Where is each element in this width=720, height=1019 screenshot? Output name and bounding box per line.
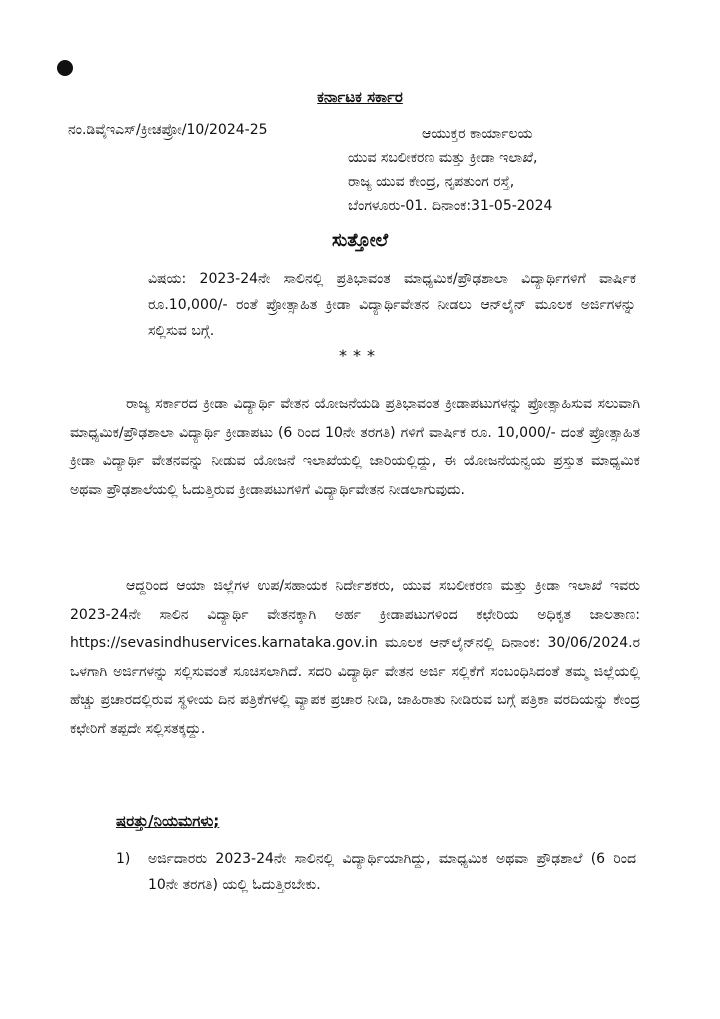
paragraph-text: ಆದ್ದರಿಂದ ಆಯಾ ಜಿಲ್ಲೆಗಳ ಉಪ/ಸಹಾಯಕ ನಿರ್ದೇಶಕರು, ಯುವ ಸಬಲೀಕರಣ ಮತ್ತು ಕ್ರೀಡಾ ಇಲಾಖೆ ಇವರು 2023-24ನೇ ಸಾಲಿನ ವಿದ್ಯಾರ್ಥಿ ವೇತನಕ್ಕಾಗಿ ಅರ್ಹ ಕ್ರೀಡಾಪಟುಗಳಿಂದ ಕಛೇರಿಯ ಅಧಿಕೃತ ಜಾಲತಾಣ: <box>70 578 640 623</box>
office-line-date: ಬೆಂಗಳೂರು-01. ದಿನಾಂಕ:31-05-2024 <box>348 198 553 214</box>
bullet-dot <box>57 60 73 76</box>
condition-number: 1) <box>116 851 131 867</box>
body-paragraph-1: ರಾಜ್ಯ ಸರ್ಕಾರದ ಕ್ರೀಡಾ ವಿದ್ಯಾರ್ಥಿ ವೇತನ ಯೋಜನೆಯಡಿ ಪ್ರತಿಭಾವಂತ ಕ್ರೀಡಾಪಟುಗಳನ್ನು ಪ್ರೋತ್ಸಾಹಿಸುವ ಸಲುವಾಗಿ ಮಾಧ್ಯಮಿಕ/ಪ್ರೌಢಶಾಲಾ ವಿದ್ಯಾರ್ಥಿ ಕ್ರೀಡಾಪಟು (6 ರಿಂದ 10ನೇ ತರಗತಿ) ಗಳಿಗೆ ವಾರ್ಷಿಕ ರೂ. 10,000/- ದಂತೆ ಪ್ರೋತ್ಸಾಹಿತ ಕ್ರೀಡಾ ವಿದ್ಯಾರ್ಥಿ ವೇತನವನ್ನು ನೀಡುವ ಯೋಜನೆ ಇಲಾಖೆಯಲ್ಲಿ ಜಾರಿಯಲ್ಲಿದ್ದು, ಈ ಯೋಜನೆಯನ್ವಯ ಪ್ರಸ್ತುತ ಮಾಧ್ಯಮಿಕ ಅಥವಾ ಪ್ರೌಢಶಾಲೆಯಲ್ಲಿ ಓದುತ್ತಿರುವ ಕ್ರೀಡಾಪಟುಗಳಿಗೆ ವಿದ್ಯಾರ್ಥಿವೇತನ ನೀಡಲಾಗುವುದು. <box>70 396 640 498</box>
paragraph-text: ಮೂಲಕ ಆನ್‌ಲೈನ್‌ನಲ್ಲಿ ದಿನಾಂಕ: 30/06/2024.ರ ಒಳಗಾಗಿ ಅರ್ಜಿಗಳನ್ನು ಸಲ್ಲಿಸುವಂತೆ ಸೂಚಿಸಲಾಗಿದೆ. ಸದರಿ ವಿದ್ಯಾರ್ಥಿ ವೇತನ ಅರ್ಜಿ ಸಲ್ಲಿಕೆಗೆ ಸಂಬಂಧಿಸಿದಂತೆ ತಮ್ಮ ಜಿಲ್ಲೆಯಲ್ಲಿ ಹೆಚ್ಚು ಪ್ರಚಾರದಲ್ಲಿರುವ ಸ್ಥಳೀಯ ದಿನ ಪತ್ರಿಕೆಗಳಲ್ಲಿ ವ್ಯಾಪಕ ಪ್ರಚಾರ ನೀಡಿ, ಜಾಹಿರಾತು ನೀಡಿರುವ ಬಗ್ಗೆ ಪತ್ರಿಕಾ ವರದಿಯನ್ನು ಕೇಂದ್ರ ಕಛೇರಿಗೆ ತಪ್ಪದೇ ಸಲ್ಲಿಸತಕ್ಕದ್ದು. <box>70 635 640 737</box>
website-link[interactable]: https://sevasindhuservices.karnataka.gov.in <box>70 635 378 652</box>
government-heading <box>0 88 720 106</box>
subject-label: ವಿಷಯ: <box>148 271 187 287</box>
subject-text: 2023-24ನೇ ಸಾಲಿನಲ್ಲಿ ಪ್ರತಿಭಾವಂತ ಮಾಧ್ಯಮಿಕ/ಪ್ರೌಢಶಾಲಾ ವಿದ್ಯಾರ್ಥಿಗಳಿಗೆ ವಾರ್ಷಿಕ ರೂ.10,000/- ರಂತೆ ಪ್ರೋತ್ಸಾಹಿತ ಕ್ರೀಡಾ ವಿದ್ಯಾರ್ಥಿವೇತನ ನೀಡಲು ಆನ್‌ಲೈನ್ ಮೂಲಕ ಅರ್ಜಿಗಳನ್ನು ಸಲ್ಲಿಸುವ ಬಗ್ಗೆ. <box>148 271 637 339</box>
office-line: ರಾಜ್ಯ ಯುವ ಕೇಂದ್ರ, ನೃಪತುಂಗ ರಸ್ತೆ, <box>348 174 515 190</box>
subject-block <box>148 266 636 344</box>
separator-stars: *** <box>339 346 381 365</box>
conditions-heading: ಷರತ್ತು/ನಿಯಮಗಳು; <box>116 812 220 830</box>
condition-item <box>116 846 636 898</box>
condition-text: ಅರ್ಜಿದಾರರು 2023-24ನೇ ಸಾಲಿನಲ್ಲಿ ವಿದ್ಯಾರ್ಥಿಯಾಗಿದ್ದು, ಮಾಧ್ಯಮಿಕ ಅಥವಾ ಪ್ರೌಢಶಾಲೆ (6 ರಿಂದ 10ನೇ ತರಗತಿ) ಯಲ್ಲಿ ಓದುತ್ತಿರಬೇಕು. <box>148 851 636 893</box>
government-heading-text: ಕರ್ನಾಟಕ ಸರ್ಕಾರ <box>317 88 403 106</box>
office-line: ಯುವ ಸಬಲೀಕರಣ ಮತ್ತು ಕ್ರೀಡಾ ಇಲಾಖೆ, <box>348 150 538 166</box>
body-paragraph-2 <box>70 572 640 744</box>
office-line: ಆಯುಕ್ತರ ಕಾರ್ಯಾಲಯ <box>422 126 533 142</box>
circular-title: ಸುತ್ತೋಲೆ <box>331 230 389 251</box>
order-number: ನಂ.ಡಿವೈಇಎಸ್/ಕ್ರೀಚಪ್ರೋ/10/2024-25 <box>68 122 268 138</box>
office-address <box>348 122 648 218</box>
